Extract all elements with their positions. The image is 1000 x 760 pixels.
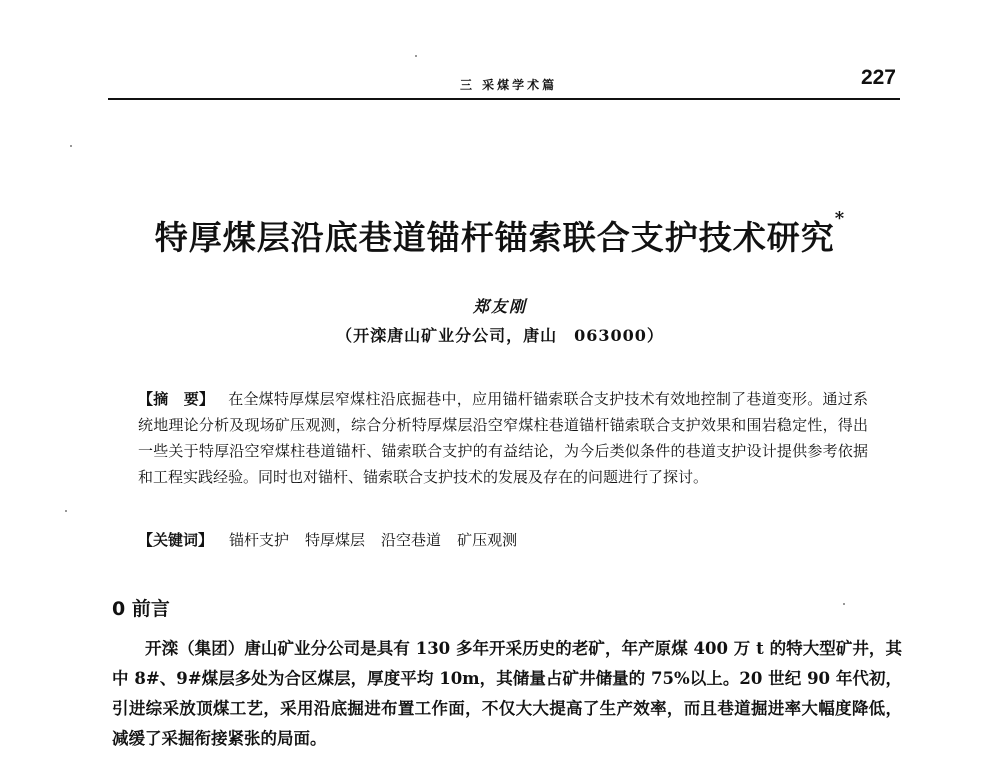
abstract-text: 在全煤特厚煤层窄煤柱沿底掘巷中，应用锚杆锚索联合支护技术有效地控制了巷道变形。通过系统地理论分析及现场矿压观测，综合分析特厚煤层沿空窄煤柱巷道锚杆锚索联合支护效果和围岩稳定性，得出一些关于特厚沿空窄煤柱巷道锚杆、锚索联合支护的有益结论，为今后类似条件的巷道支护设计提供参考依据和工程实践经验。同时也对锚杆、锚索联合支护技术的发展及存在的问题进行了探讨。 [138,390,868,486]
header-rule [108,98,900,100]
abstract-label: 【摘 要】 [138,390,215,408]
keywords-label: 【关键词】 [138,531,214,549]
keyword: 锚杆支护 [229,531,290,549]
body-paragraph: 开滦（集团）唐山矿业分公司是具有 130 多年开采历史的老矿，年产原煤 400 万 t 的特大型矿井，其中 8#、9#煤层多处为合区煤层，厚度平均 10m，其储量占矿井储量的 75%以上。20 世纪 90 年代初，引进综采放顶煤工艺，采用沿底掘进布置工作面，不仅大大提高了生产效率，而且巷道掘进率大幅度降低，减缓了采掘衔接紧张的局面。 [112,639,902,748]
scan-speck [415,55,417,57]
section-label: 三 采煤学术篇 [460,78,558,92]
page-number: 227 [860,66,896,89]
running-header [112,66,900,102]
title-footnote-marker: * [834,208,846,229]
scan-speck [843,603,845,605]
keyword: 矿压观测 [457,531,518,549]
scan-speck [65,510,67,512]
keyword: 特厚煤层 [305,531,366,549]
author-name: 郑友刚 [472,297,527,316]
section-heading: 0 前言 [112,598,170,620]
scan-speck [70,145,72,147]
keywords [138,527,868,553]
paper-title [0,208,1000,259]
keyword: 沿空巷道 [381,531,442,549]
paper-title-text: 特厚煤层沿底巷道锚杆锚索联合支护技术研究 [154,218,835,257]
abstract [138,386,868,490]
author-affiliation: （开滦唐山矿业分公司，唐山 063000） [336,326,664,345]
